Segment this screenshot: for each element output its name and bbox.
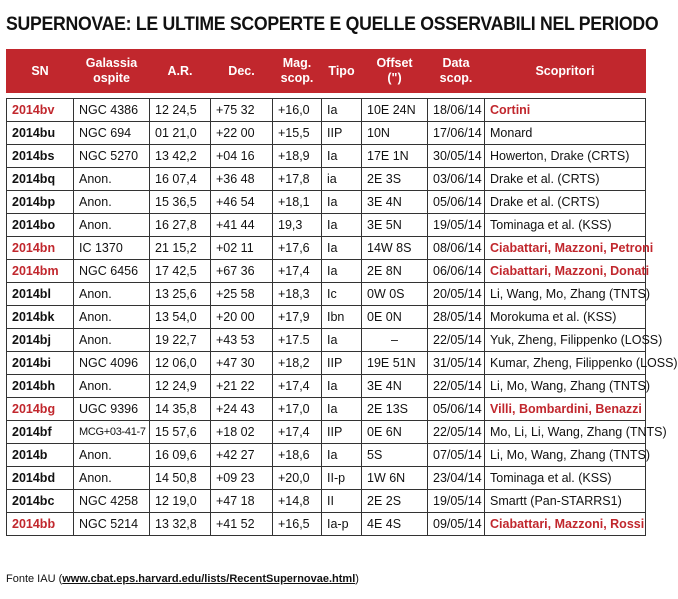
cell-mag: +17,0 (273, 398, 322, 421)
cell-dec: +41 44 (211, 214, 273, 237)
cell-ra: 16 27,8 (150, 214, 211, 237)
cell-dec: +67 36 (211, 260, 273, 283)
header-galaxy (74, 49, 150, 93)
table-row (7, 122, 646, 145)
cell-sn: 2014bs (7, 145, 74, 168)
cell-sn: 2014bl (7, 283, 74, 306)
header-date-line: Data (442, 56, 470, 70)
cell-date: 30/05/14 (428, 145, 485, 168)
cell-type: Ia-p (322, 513, 362, 536)
cell-ra: 13 42,2 (150, 145, 211, 168)
table-header (7, 49, 646, 93)
cell-date: 22/05/14 (428, 421, 485, 444)
cell-sn: 2014bu (7, 122, 74, 145)
cell-mag: +18,9 (273, 145, 322, 168)
table-row (7, 99, 646, 122)
cell-galaxy: NGC 5270 (74, 145, 150, 168)
table-row (7, 467, 646, 490)
cell-offset: 14W 8S (362, 237, 428, 260)
cell-discoverers: Ciabattari, Mazzoni, Donati (485, 260, 646, 283)
cell-offset: – (362, 329, 428, 352)
cell-galaxy: Anon. (74, 375, 150, 398)
cell-type: Ia (322, 260, 362, 283)
cell-dec: +41 52 (211, 513, 273, 536)
cell-ra: 14 35,8 (150, 398, 211, 421)
cell-offset: 3E 4N (362, 191, 428, 214)
cell-galaxy: Anon. (74, 444, 150, 467)
header-offset (362, 49, 428, 93)
cell-galaxy: Anon. (74, 283, 150, 306)
cell-date: 19/05/14 (428, 214, 485, 237)
cell-ra: 17 42,5 (150, 260, 211, 283)
cell-date: 07/05/14 (428, 444, 485, 467)
header-sn-line: SN (31, 63, 49, 78)
cell-type: Ia (322, 145, 362, 168)
header-ra (150, 49, 211, 93)
cell-ra: 16 09,6 (150, 444, 211, 467)
cell-galaxy: UGC 9396 (74, 398, 150, 421)
table-row (7, 421, 646, 444)
cell-type: Ia (322, 375, 362, 398)
cell-sn: 2014bq (7, 168, 74, 191)
cell-ra: 01 21,0 (150, 122, 211, 145)
cell-date: 19/05/14 (428, 490, 485, 513)
cell-date: 18/06/14 (428, 99, 485, 122)
cell-offset: 2E 8N (362, 260, 428, 283)
cell-date: 22/05/14 (428, 329, 485, 352)
cell-sn: 2014bv (7, 99, 74, 122)
cell-mag: +18,2 (273, 352, 322, 375)
table-body (7, 99, 678, 536)
header-mag-line: scop. (280, 71, 314, 85)
cell-offset: 2E 3S (362, 168, 428, 191)
cell-date: 05/06/14 (428, 191, 485, 214)
cell-dec: +36 48 (211, 168, 273, 191)
cell-type: Ia (322, 398, 362, 421)
cell-mag: +20,0 (273, 467, 322, 490)
cell-dec: +42 27 (211, 444, 273, 467)
cell-type: Ia (322, 444, 362, 467)
cell-offset: 10N (362, 122, 428, 145)
cell-galaxy: Anon. (74, 467, 150, 490)
cell-dec: +24 43 (211, 398, 273, 421)
header-date (428, 49, 485, 93)
cell-discoverers: Monard (485, 122, 646, 145)
cell-sn: 2014bb (7, 513, 74, 536)
cell-type: IIP (322, 122, 362, 145)
source-prefix: Fonte IAU ( (6, 573, 63, 585)
cell-type: II (322, 490, 362, 513)
cell-offset: 4E 4S (362, 513, 428, 536)
cell-date: 22/05/14 (428, 375, 485, 398)
cell-discoverers: Mo, Li, Li, Wang, Zhang (TNTS) (485, 421, 646, 444)
cell-ra: 15 36,5 (150, 191, 211, 214)
cell-type: Ia (322, 191, 362, 214)
cell-date: 23/04/14 (428, 467, 485, 490)
cell-discoverers: Li, Mo, Wang, Zhang (TNTS) (485, 444, 646, 467)
cell-discoverers: Smartt (Pan-STARRS1) (485, 490, 646, 513)
table-row (7, 214, 646, 237)
cell-dec: +21 22 (211, 375, 273, 398)
cell-galaxy: IC 1370 (74, 237, 150, 260)
cell-discoverers: Yuk, Zheng, Filippenko (LOSS) (485, 329, 646, 352)
cell-dec: +18 02 (211, 421, 273, 444)
cell-dec: +43 53 (211, 329, 273, 352)
header-type (322, 49, 362, 93)
source-suffix: ) (355, 573, 359, 585)
cell-dec: +04 16 (211, 145, 273, 168)
cell-mag: 19,3 (273, 214, 322, 237)
cell-offset: 19E 51N (362, 352, 428, 375)
cell-offset: 0W 0S (362, 283, 428, 306)
cell-type: Ia (322, 329, 362, 352)
cell-type: Ia (322, 214, 362, 237)
cell-ra: 12 24,9 (150, 375, 211, 398)
table-row (7, 490, 646, 513)
source-link[interactable]: www.cbat.eps.harvard.edu/lists/RecentSupernovae.html (62, 573, 356, 585)
cell-type: IIP (322, 421, 362, 444)
cell-ra: 15 57,6 (150, 421, 211, 444)
cell-dec: +47 30 (211, 352, 273, 375)
cell-dec: +75 32 (211, 99, 273, 122)
cell-galaxy: Anon. (74, 168, 150, 191)
header-ra-line: A.R. (167, 63, 193, 78)
cell-sn: 2014bi (7, 352, 74, 375)
cell-offset: 3E 5N (362, 214, 428, 237)
cell-ra: 13 25,6 (150, 283, 211, 306)
table-row (7, 375, 646, 398)
cell-ra: 21 15,2 (150, 237, 211, 260)
cell-type: Ic (322, 283, 362, 306)
cell-offset: 1W 6N (362, 467, 428, 490)
cell-date: 31/05/14 (428, 352, 485, 375)
cell-discoverers: Tominaga et al. (KSS) (485, 467, 646, 490)
cell-mag: +17,4 (273, 375, 322, 398)
header-sn (7, 49, 74, 93)
cell-sn: 2014bm (7, 260, 74, 283)
header-offset-line: Offset (376, 56, 413, 70)
cell-mag: +17.5 (273, 329, 322, 352)
header-discoverers-line: Scopritori (535, 63, 595, 78)
cell-date: 08/06/14 (428, 237, 485, 260)
header-type-line: Tipo (328, 63, 355, 78)
cell-mag: +17,4 (273, 260, 322, 283)
cell-galaxy: NGC 694 (74, 122, 150, 145)
cell-offset: 5S (362, 444, 428, 467)
header-galaxy-line: ospite (93, 71, 130, 85)
table-row (7, 444, 646, 467)
cell-ra: 14 50,8 (150, 467, 211, 490)
cell-dec: +09 23 (211, 467, 273, 490)
table-row (7, 237, 646, 260)
cell-galaxy: NGC 4258 (74, 490, 150, 513)
cell-date: 28/05/14 (428, 306, 485, 329)
cell-sn: 2014bf (7, 421, 74, 444)
cell-galaxy: MCG+03-41-7 (74, 421, 150, 444)
cell-ra: 12 06,0 (150, 352, 211, 375)
table-row (7, 306, 646, 329)
cell-date: 17/06/14 (428, 122, 485, 145)
cell-discoverers: Ciabattari, Mazzoni, Petroni (485, 237, 646, 260)
table-row (7, 329, 646, 352)
cell-mag: +18,1 (273, 191, 322, 214)
cell-date: 20/05/14 (428, 283, 485, 306)
cell-offset: 2E 2S (362, 490, 428, 513)
cell-galaxy: Anon. (74, 306, 150, 329)
table-row (7, 145, 646, 168)
cell-mag: +15,5 (273, 122, 322, 145)
cell-dec: +22 00 (211, 122, 273, 145)
cell-mag: +17,4 (273, 421, 322, 444)
cell-type: Ia (322, 99, 362, 122)
source-note (6, 573, 359, 585)
cell-sn: 2014bg (7, 398, 74, 421)
cell-sn: 2014bh (7, 375, 74, 398)
cell-discoverers: Villi, Bombardini, Benazzi (485, 398, 646, 421)
cell-discoverers: Drake et al. (CRTS) (485, 191, 646, 214)
cell-ra: 13 32,8 (150, 513, 211, 536)
cell-mag: +16,0 (273, 99, 322, 122)
cell-offset: 0E 6N (362, 421, 428, 444)
cell-offset: 3E 4N (362, 375, 428, 398)
header-dec-line: Dec. (228, 63, 255, 78)
cell-dec: +02 11 (211, 237, 273, 260)
cell-galaxy: NGC 4386 (74, 99, 150, 122)
cell-date: 09/05/14 (428, 513, 485, 536)
page-title: SUPERNOVAE: LE ULTIME SCOPERTE E QUELLE OSSERVABILI NEL PERIODO (6, 14, 659, 35)
table-row (7, 260, 646, 283)
header-offset-line: (") (387, 71, 402, 85)
cell-galaxy: Anon. (74, 191, 150, 214)
cell-ra: 13 54,0 (150, 306, 211, 329)
header-dec (211, 49, 273, 93)
cell-mag: +17,6 (273, 237, 322, 260)
cell-type: Ia (322, 237, 362, 260)
header-mag-line: Mag. (282, 56, 312, 70)
cell-ra: 12 19,0 (150, 490, 211, 513)
cell-mag: +17,8 (273, 168, 322, 191)
cell-ra: 12 24,5 (150, 99, 211, 122)
cell-sn: 2014bd (7, 467, 74, 490)
cell-discoverers: Kumar, Zheng, Filippenko (LOSS) (485, 352, 646, 375)
cell-discoverers: Li, Mo, Wang, Zhang (TNTS) (485, 375, 646, 398)
cell-discoverers: Morokuma et al. (KSS) (485, 306, 646, 329)
cell-offset: 2E 13S (362, 398, 428, 421)
cell-mag: +18,3 (273, 283, 322, 306)
cell-discoverers: Cortini (485, 99, 646, 122)
cell-type: Ibn (322, 306, 362, 329)
cell-dec: +25 58 (211, 283, 273, 306)
cell-date: 05/06/14 (428, 398, 485, 421)
table-row (7, 191, 646, 214)
supernovae-table (6, 49, 678, 536)
cell-sn: 2014bj (7, 329, 74, 352)
cell-discoverers: Howerton, Drake (CRTS) (485, 145, 646, 168)
header-mag (273, 49, 322, 93)
cell-sn: 2014bo (7, 214, 74, 237)
cell-galaxy: NGC 4096 (74, 352, 150, 375)
cell-sn: 2014b (7, 444, 74, 467)
cell-galaxy: Anon. (74, 214, 150, 237)
cell-dec: +47 18 (211, 490, 273, 513)
cell-mag: +14,8 (273, 490, 322, 513)
cell-ra: 16 07,4 (150, 168, 211, 191)
cell-offset: 17E 1N (362, 145, 428, 168)
cell-discoverers: Tominaga et al. (KSS) (485, 214, 646, 237)
cell-galaxy: NGC 5214 (74, 513, 150, 536)
header-date-line: scop. (439, 71, 473, 85)
cell-offset: 0E 0N (362, 306, 428, 329)
cell-galaxy: Anon. (74, 329, 150, 352)
table-row (7, 352, 646, 375)
cell-type: IIP (322, 352, 362, 375)
cell-discoverers: Drake et al. (CRTS) (485, 168, 646, 191)
cell-ra: 19 22,7 (150, 329, 211, 352)
cell-sn: 2014bp (7, 191, 74, 214)
cell-sn: 2014bn (7, 237, 74, 260)
cell-date: 03/06/14 (428, 168, 485, 191)
table-row (7, 168, 646, 191)
cell-galaxy: NGC 6456 (74, 260, 150, 283)
cell-mag: +16,5 (273, 513, 322, 536)
cell-offset: 10E 24N (362, 99, 428, 122)
table-row (7, 283, 646, 306)
table-row (7, 513, 646, 536)
cell-discoverers: Li, Wang, Mo, Zhang (TNTS) (485, 283, 646, 306)
cell-discoverers: Ciabattari, Mazzoni, Rossi (485, 513, 646, 536)
cell-mag: +17,9 (273, 306, 322, 329)
cell-dec: +20 00 (211, 306, 273, 329)
header-discoverers (485, 49, 646, 93)
cell-sn: 2014bc (7, 490, 74, 513)
table-row (7, 398, 646, 421)
cell-type: II-p (322, 467, 362, 490)
cell-dec: +46 54 (211, 191, 273, 214)
cell-type: ia (322, 168, 362, 191)
cell-date: 06/06/14 (428, 260, 485, 283)
cell-mag: +18,6 (273, 444, 322, 467)
header-galaxy-line: Galassia (85, 56, 138, 70)
cell-sn: 2014bk (7, 306, 74, 329)
